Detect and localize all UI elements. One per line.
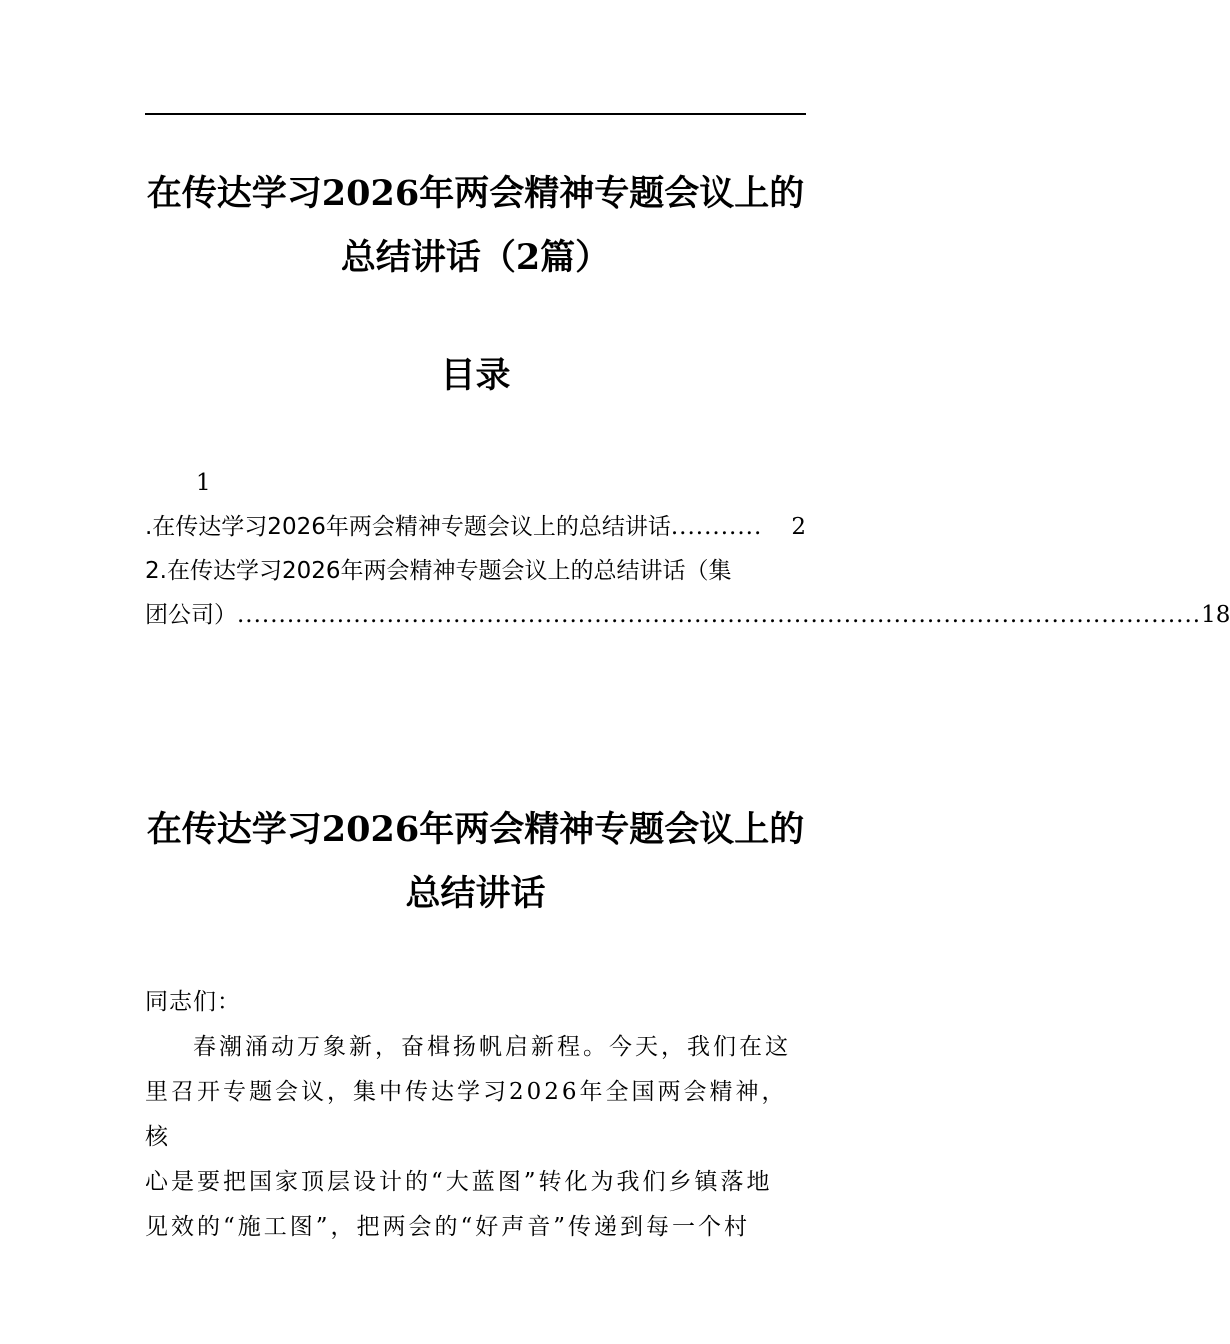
toc-item-2-page: 18 [1201,602,1230,628]
toc-item-1[interactable] [145,505,806,549]
speech-title [145,798,806,926]
document-title-line-2: 总结讲话（2篇） [340,237,611,278]
paragraph-line-1: 春潮涌动万象新，奋楫扬帆启新程。今天，我们在这 [193,1034,791,1060]
toc-item-1-leader: ........... [670,514,763,540]
toc-heading: 目录 [440,355,511,396]
header-rule [145,113,806,115]
toc-item-2[interactable] [145,593,1230,637]
toc-item-1-title: .在传达学习2026年两会精神专题会议上的总结讲话 [145,514,671,540]
paragraph-line-4: 见效的“施工图”，把两会的“好声音”传递到每一个村 [145,1214,751,1240]
toc-item-2-title-line-1[interactable]: 2.在传达学习2026年两会精神专题会议上的总结讲话（集 [145,558,732,584]
greeting: 同志们： [145,989,241,1015]
document-title-line-1: 在传达学习2026年两会精神专题会议上的 [146,173,805,214]
paragraph-line-3: 心是要把国家顶层设计的“大蓝图”转化为我们乡镇落地 [145,1169,773,1195]
toc-item-2-title-line-2: 团公司） [145,602,237,628]
speech-body [145,980,806,1250]
paragraph-line-2: 里召开专题会议，集中传达学习2026年全国两会精神，核 [145,1079,788,1150]
speech-title-line-2: 总结讲话 [405,873,546,914]
toc-item-2-leader: .................................................................................................................... [237,602,1202,628]
document-title [145,162,806,290]
toc-item-1-page: 2 [791,514,806,540]
table-of-contents [145,461,1230,637]
toc-item-1-number: 1 [196,470,211,496]
speech-title-line-1: 在传达学习2026年两会精神专题会议上的 [146,809,805,850]
